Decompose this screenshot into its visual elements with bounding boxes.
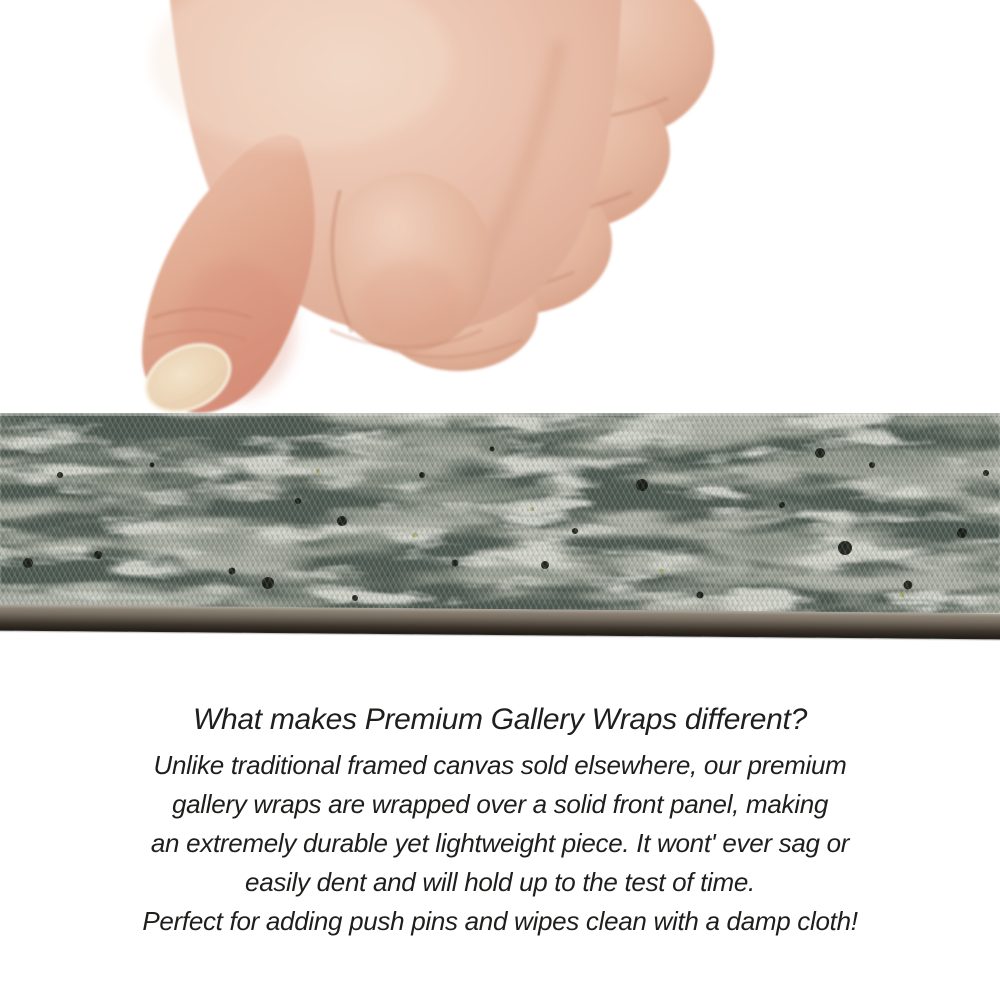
caption-heading: What makes Premium Gallery Wraps different? [193,703,807,736]
hand-photo [0,0,1000,420]
canvas-strip [0,413,1000,639]
caption-line-5: Perfect for adding push pins and wipes clean with a damp cloth! [142,906,858,936]
canvas-weave-overlay [0,413,1000,613]
caption-line-1: Unlike traditional framed canvas sold elsewhere, our premium [153,750,847,780]
photo-area [0,0,1000,420]
caption-line-2: gallery wraps are wrapped over a solid front panel, making [171,789,829,819]
caption [0,700,1000,941]
canvas-top-highlight [0,413,1000,416]
caption-line-3: an extremely durable yet lightweight piece. It wont' ever sag or [150,828,850,858]
caption-line-4: easily dent and will hold up to the test of time. [245,867,755,897]
